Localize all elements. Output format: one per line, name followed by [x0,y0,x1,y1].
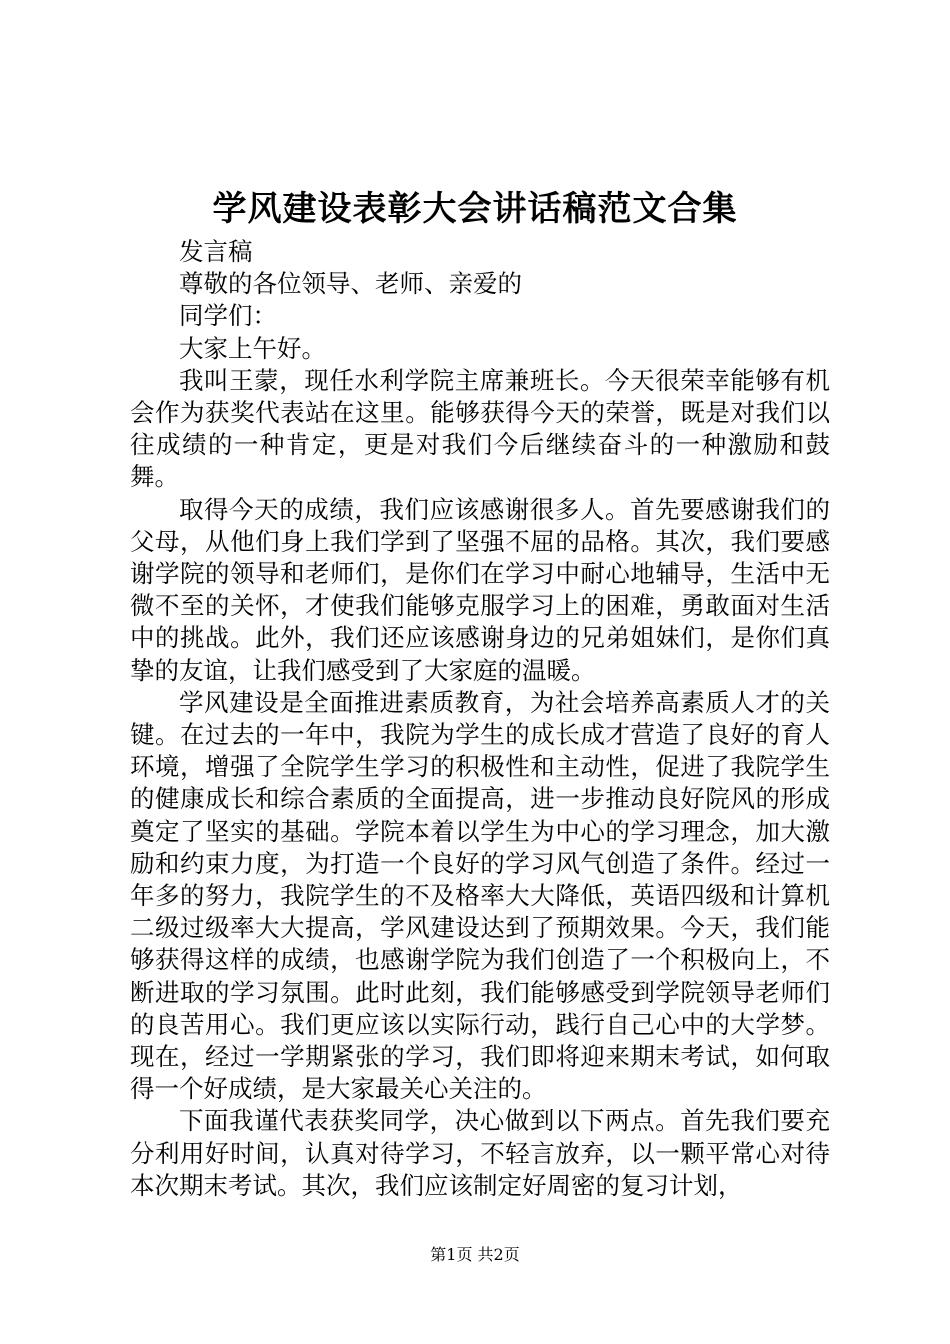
paragraph: 发言稿 [179,237,253,266]
paragraph: 尊敬的各位领导、老师、亲爱的 [179,269,522,299]
page-title: 学风建设表彰大会讲话稿范文合集 [212,189,738,229]
paragraph: 我叫王蒙，现任水利学院主席兼班长。今天很荣幸能够有机会作为获奖代表站在这里。能够获得今天的荣誉，既是对我们以往成绩的一种肯定，更是对我们今后继续奋斗的一种激励和鼓舞。 [130,365,830,492]
paragraph: 学风建设是全面推进素质教育，为社会培养高素质人才的关键。在过去的一年中，我院为学生的成长成才营造了良好的育人环境，增强了全院学生学习的积极性和主动性，促进了我院学生的健康成长和综合素质的全面提高，进一步推动良好院风的形成奠定了坚实的基础。学院本着以学生为中心的学习理念，加大激励和约束力度，为打造一个良好的学习风气创造了条件。经过一年多的努力，我院学生的不及格率大大降低，英语四级和计算机二级过级率大大提高，学风建设达到了预期效果。今天，我们能够获得这样的成绩，也感谢学院为我们创造了一个积极向上，不断进取的学习氛围。此时此刻，我们能够感受到学院领导老师们的良苦用心。我们更应该以实际行动，践行自己心中的大学梦。现在，经过一学期紧张的学习，我们即将迎来期末考试，如何取得一个好成绩，是大家最关心关注的。 [130,687,830,1104]
document-body [130,236,830,1202]
page-footer: 第1页 共2页 [430,1245,520,1264]
paragraph: 同学们： [179,301,277,331]
paragraph: 大家上午好。 [179,333,326,363]
paragraph: 下面我谨代表获奖同学，决心做到以下两点。首先我们要充分利用好时间，认真对待学习，不轻言放弃，以一颗平常心对待本次期末考试。其次，我们应该制定好周密的复习计划， [130,1106,830,1200]
paragraph: 取得今天的成绩，我们应该感谢很多人。首先要感谢我们的父母，从他们身上我们学到了坚强不屈的品格。其次，我们要感谢学院的领导和老师们，是你们在学习中耐心地辅导，生活中无微不至的关怀，才使我们能够克服学习上的困难，勇敢面对生活中的挑战。此外，我们还应该感谢身边的兄弟姐妹们，是你们真挚的友谊，让我们感受到了大家庭的温暖。 [130,494,830,685]
